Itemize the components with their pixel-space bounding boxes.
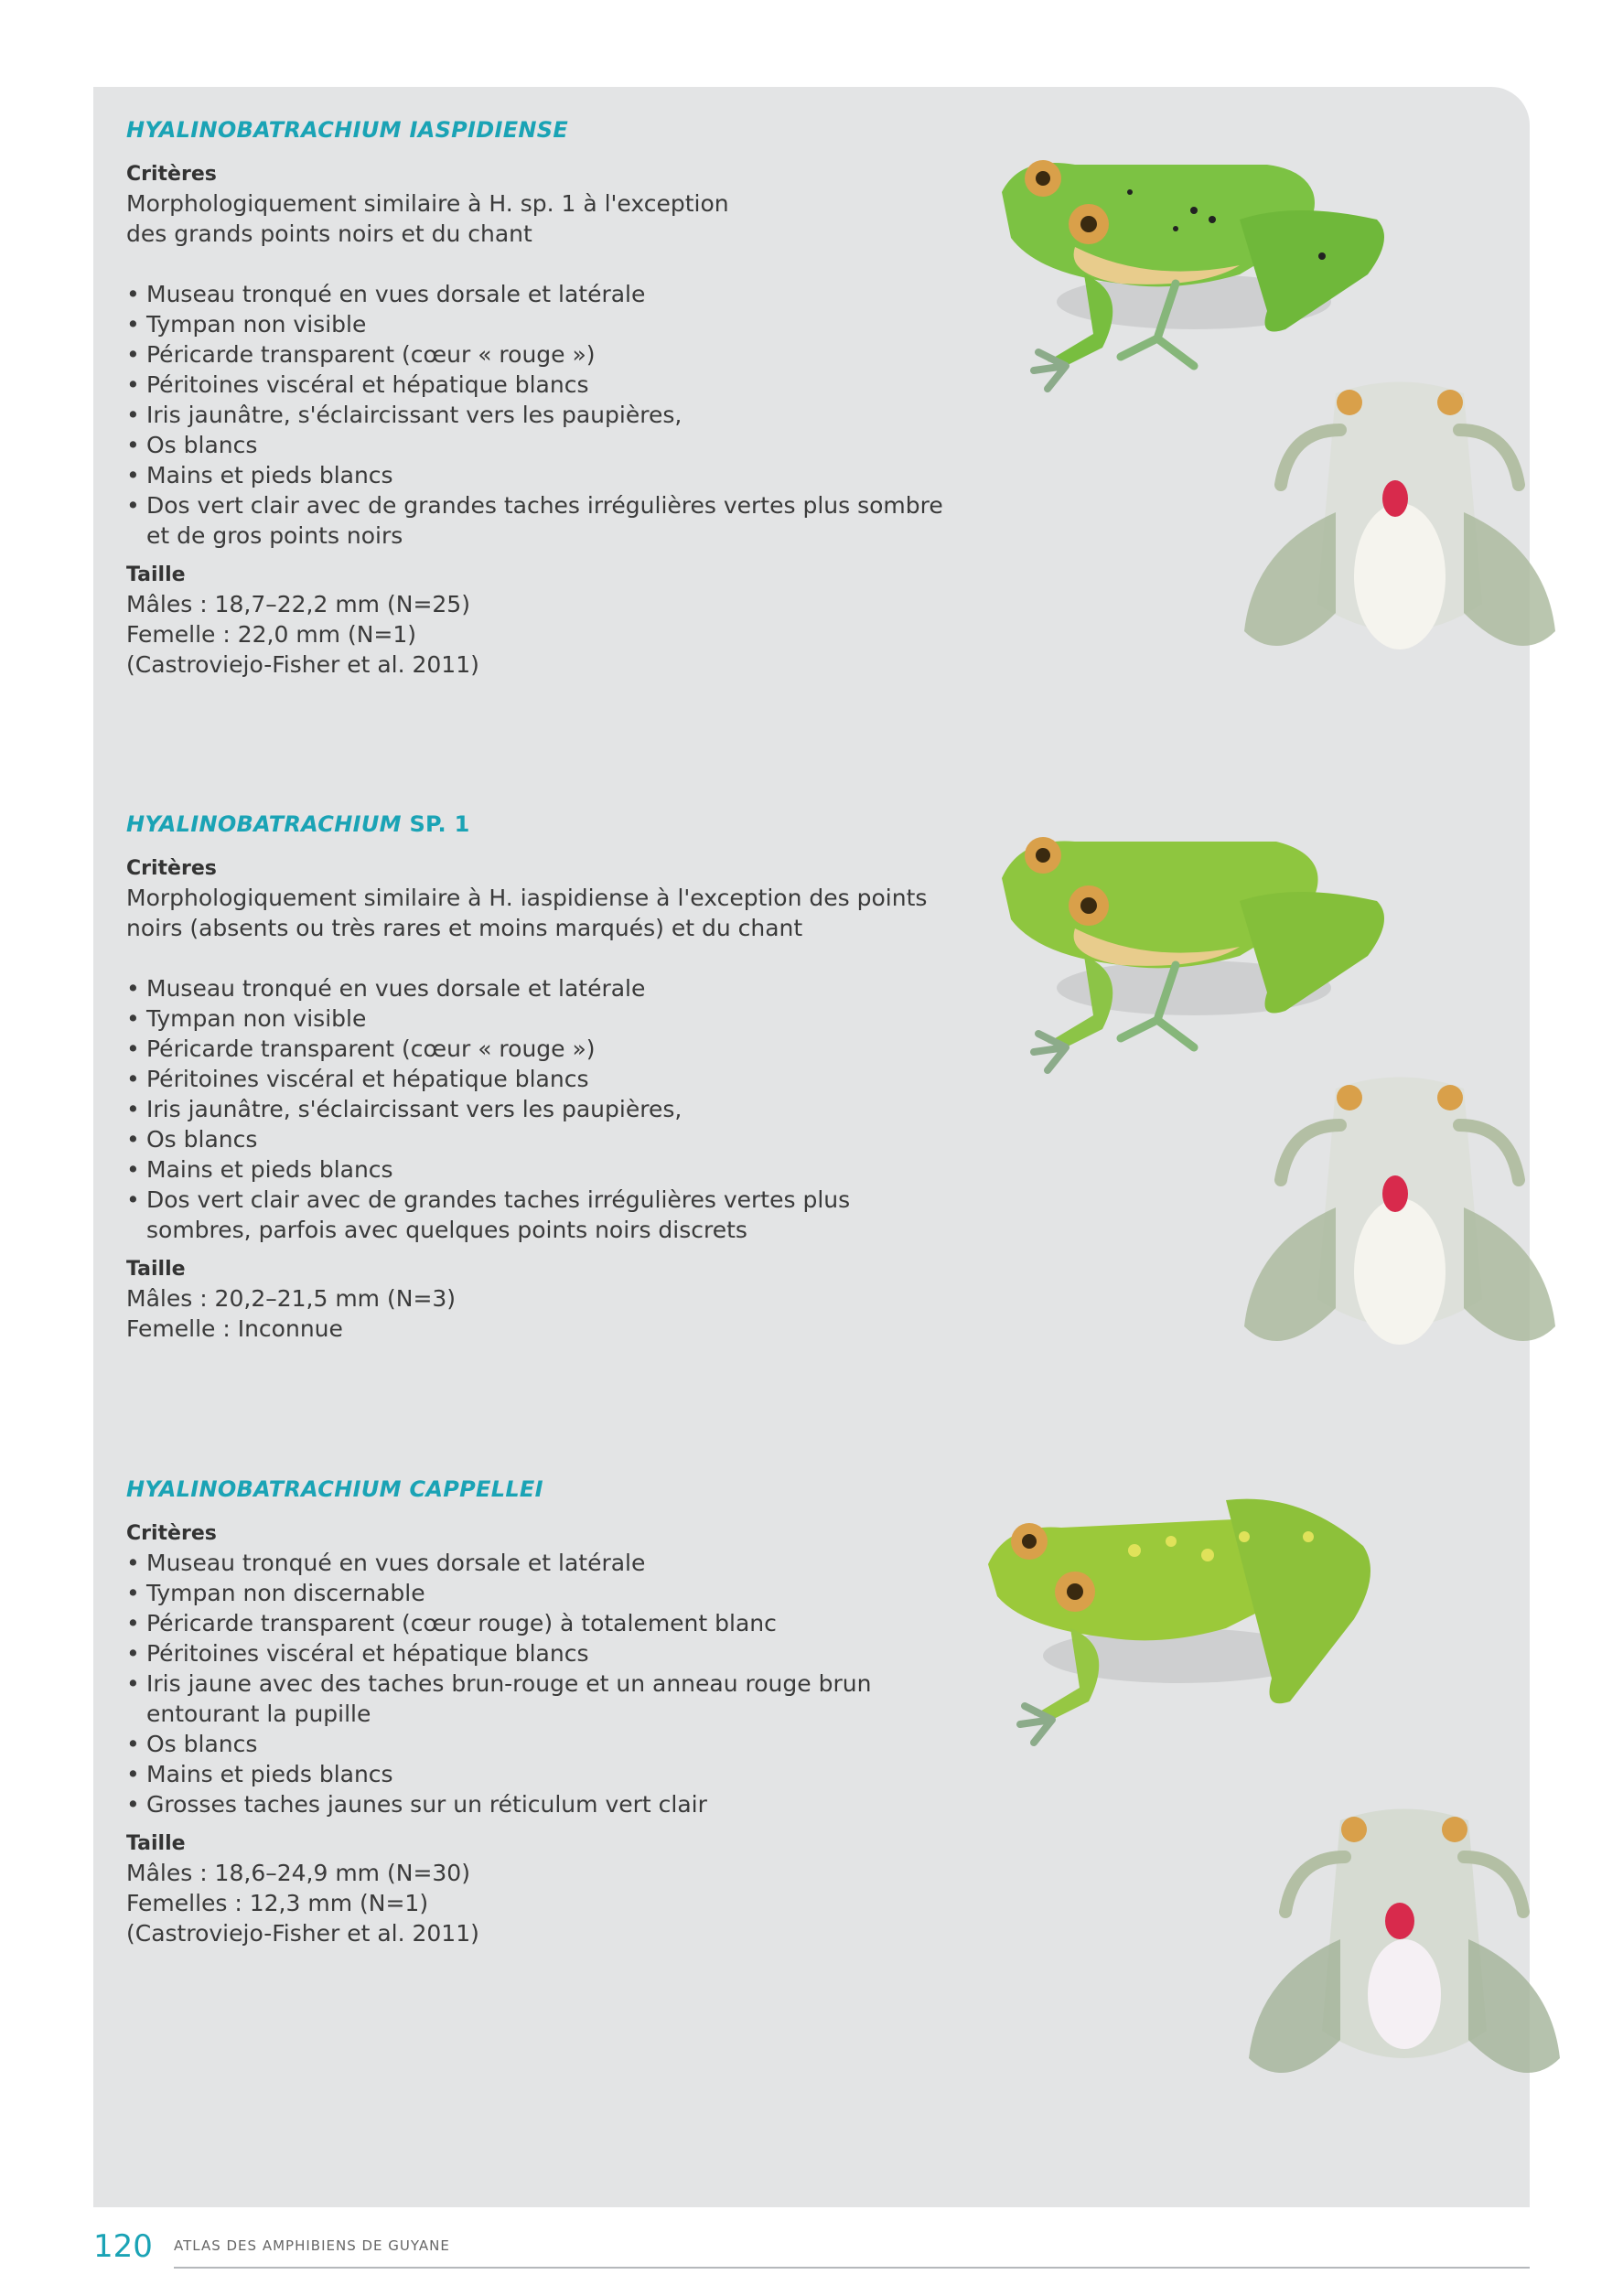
criteria-item: • Péritoines viscéral et hépatique blancs	[126, 370, 950, 400]
size-line: Femelle : Inconnue	[126, 1315, 343, 1342]
criteria-label: Critères	[126, 1522, 217, 1545]
species-title: HYALINOBATRACHIUM IASPIDIENSE	[126, 117, 569, 143]
species-title: HYALINOBATRACHIUM CAPPELLEI	[126, 1476, 543, 1502]
criteria-item: • Mains et pieds blancs	[126, 1154, 950, 1185]
species-block-cappellei	[126, 1476, 950, 1948]
size-label: Taille	[126, 1258, 186, 1281]
criteria-item: • Tympan non visible	[126, 309, 950, 339]
criteria-label: Critères	[126, 857, 217, 880]
criteria-item-continuation: entourant la pupille	[146, 1701, 371, 1727]
criteria-item-continuation: et de gros points noirs	[146, 522, 403, 549]
criteria-item: • Péritoines viscéral et hépatique blancs	[126, 1638, 950, 1668]
criteria-item: • Tympan non visible	[126, 1003, 950, 1034]
criteria-item: • Iris jaunâtre, s'éclaircissant vers les paupières,	[126, 400, 950, 430]
criteria-list	[126, 973, 950, 1215]
footer-divider	[174, 2267, 1530, 2269]
criteria-item: • Museau tronqué en vues dorsale et latérale	[126, 279, 950, 309]
intro-line: Morphologiquement similaire à H. sp. 1 à l'exception	[126, 190, 729, 217]
criteria-item: • Iris jaunâtre, s'éclaircissant vers les paupières,	[126, 1094, 950, 1124]
frog-ventral-illustration	[1231, 1802, 1578, 2131]
criteria-item: • Péricarde transparent (cœur « rouge »)	[126, 1034, 950, 1064]
criteria-item: • Mains et pieds blancs	[126, 460, 950, 490]
size-line: Mâles : 18,6–24,9 mm (N=30)	[126, 1860, 470, 1886]
size-line: (Castroviejo-Fisher et al. 2011)	[126, 651, 479, 678]
criteria-item: • Péritoines viscéral et hépatique blancs	[126, 1064, 950, 1094]
criteria-item: • Mains et pieds blancs	[126, 1759, 950, 1789]
intro-line: noirs (absents ou très rares et moins marqués) et du chant	[126, 915, 803, 941]
size-line: Mâles : 18,7–22,2 mm (N=25)	[126, 591, 470, 617]
criteria-item: • Péricarde transparent (cœur rouge) à totalement blanc	[126, 1608, 950, 1638]
criteria-item: • Os blancs	[126, 1124, 950, 1154]
size-line: (Castroviejo-Fisher et al. 2011)	[126, 1920, 479, 1947]
frog-ventral-illustration	[1226, 1070, 1574, 1400]
criteria-item: • Dos vert clair avec de grandes taches irrégulières vertes plus sombre	[126, 490, 950, 520]
page-number: 120	[93, 2228, 153, 2265]
criteria-item: • Museau tronqué en vues dorsale et latérale	[126, 1548, 950, 1578]
frog-lateral-illustration	[965, 814, 1404, 1098]
size-line: Femelles : 12,3 mm (N=1)	[126, 1890, 429, 1916]
criteria-item: • Iris jaune avec des taches brun-rouge et un anneau rouge brun	[126, 1668, 950, 1699]
size-label: Taille	[126, 563, 186, 586]
frog-lateral-illustration	[965, 137, 1404, 412]
running-footer-title: ATLAS DES AMPHIBIENS DE GUYANE	[174, 2237, 450, 2254]
criteria-item: • Grosses taches jaunes sur un réticulum vert clair	[126, 1789, 950, 1819]
species-block-sp1	[126, 811, 950, 1344]
criteria-label: Critères	[126, 163, 217, 186]
size-label: Taille	[126, 1832, 186, 1855]
criteria-list	[126, 1548, 950, 1699]
criteria-item: • Dos vert clair avec de grandes taches irrégulières vertes plus	[126, 1185, 950, 1215]
criteria-list	[126, 279, 950, 520]
frog-ventral-illustration	[1226, 375, 1574, 704]
criteria-item: • Tympan non discernable	[126, 1578, 950, 1608]
intro-line: des grands points noirs et du chant	[126, 220, 532, 247]
size-line: Femelle : 22,0 mm (N=1)	[126, 621, 417, 648]
criteria-item: • Os blancs	[126, 1729, 950, 1759]
species-block-iaspidiense	[126, 117, 950, 680]
criteria-item: • Os blancs	[126, 430, 950, 460]
intro-line: Morphologiquement similaire à H. iaspidiense à l'exception des points	[126, 885, 928, 911]
criteria-item: • Museau tronqué en vues dorsale et latérale	[126, 973, 950, 1003]
criteria-item: • Péricarde transparent (cœur « rouge »)	[126, 339, 950, 370]
species-title: HYALINOBATRACHIUM SP. 1	[126, 811, 470, 837]
size-line: Mâles : 20,2–21,5 mm (N=3)	[126, 1285, 457, 1312]
frog-lateral-illustration	[951, 1482, 1391, 1765]
criteria-item-continuation: sombres, parfois avec quelques points noirs discrets	[146, 1217, 747, 1243]
